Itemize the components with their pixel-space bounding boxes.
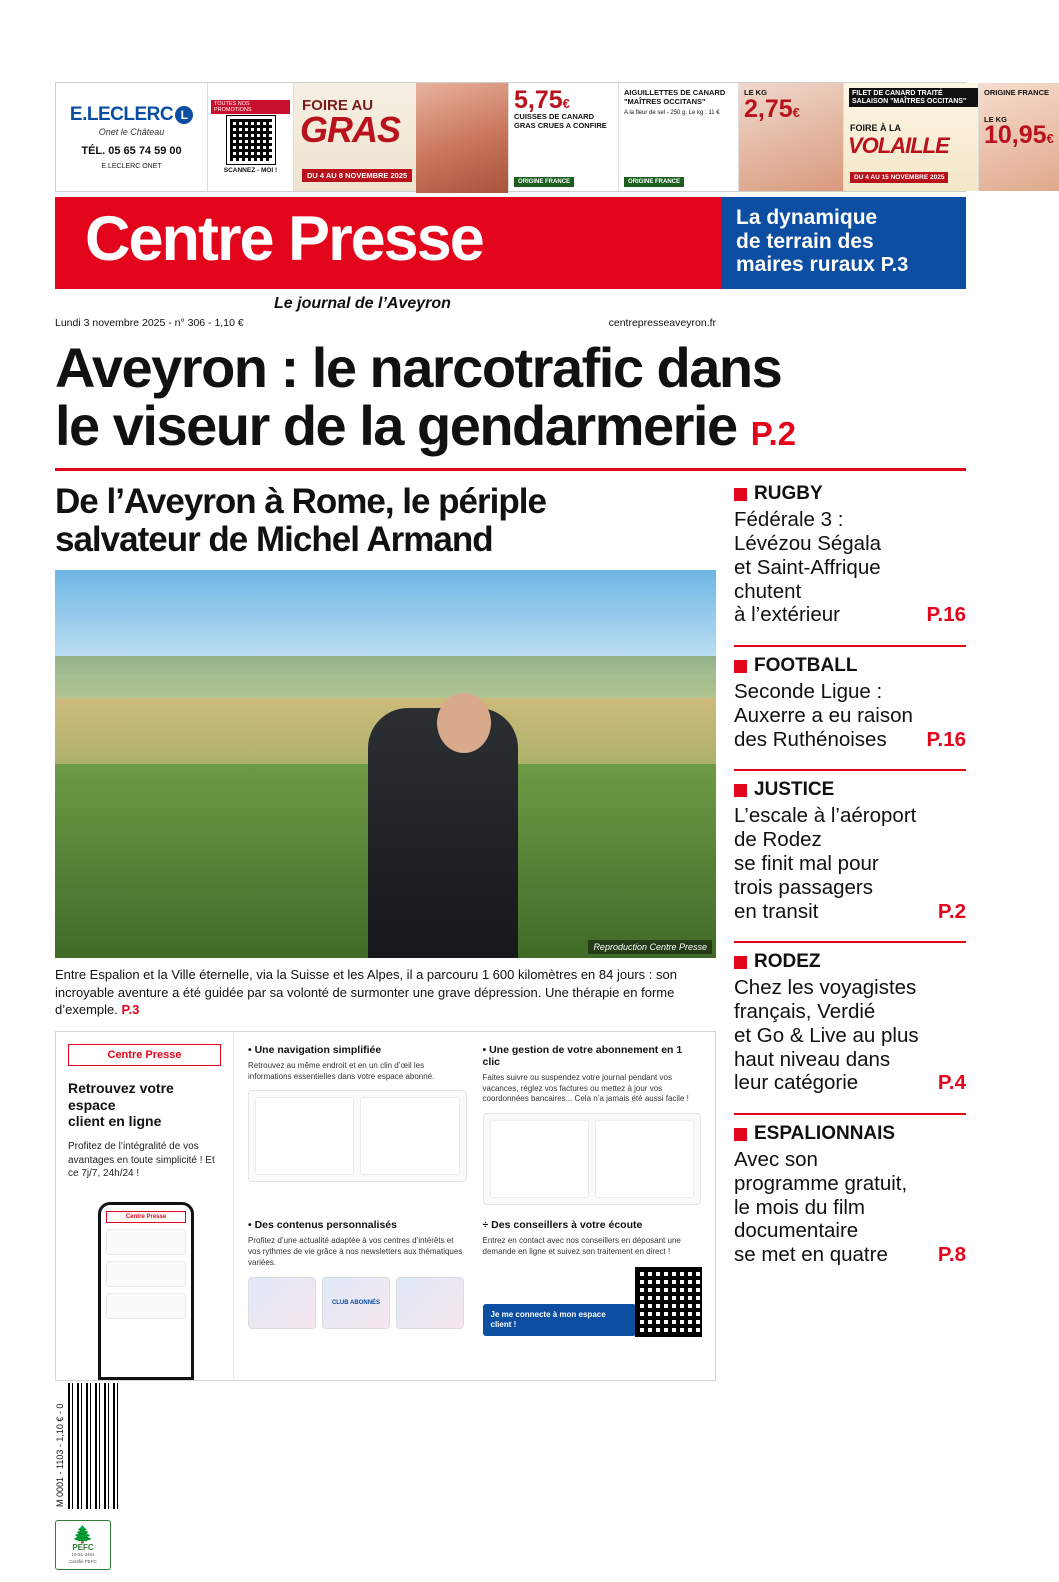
club-card [248,1277,316,1329]
masthead-meta [55,317,966,329]
sidebar-divider [734,769,966,771]
ad-aiguillettes-price-block: LE KG 2,75€ [739,83,844,191]
sidebar-line: et Go & Live au plus [734,1023,919,1047]
sidebar-line: en transit [734,899,819,923]
ad-aiguillettes-origin: ORIGINE FRANCE [624,177,684,187]
club-card-text: CLUB ABONNÉS [331,1299,381,1306]
pefc-sub: Certifié PEFC [69,1559,97,1564]
house-ad-feature-body: Entrez en contact avec nos conseillers en déposant une demande en ligne et suivez son traitement en direct ! [482,1236,681,1257]
square-bullet-icon [734,784,747,797]
ad-facebook: E.LECLERC ONET [101,163,162,170]
sidebar-page-ref: P.16 [926,727,966,751]
sidebar-kicker-label: RUGBY [754,483,823,505]
house-ad-feature [483,1044,702,1205]
house-ad-feature-row-2 [248,1219,701,1336]
house-ad-feature-body: Profitez d’une actualité adaptée à vos centres d’intérêts et vos rythmes de vie grâce à nos newsletters aux thématiques variées. [248,1236,463,1267]
house-ad-club-cards [248,1277,467,1329]
sidebar-line: se finit mal pour [734,852,879,875]
house-ad-title-line-1: Retrouvez votre espace [68,1079,174,1113]
sidebar-line: des Ruthénoises [734,727,887,751]
square-bullet-icon [734,956,747,969]
ad-aiguillettes-title: AIGUILLETTES DE CANARD "MAÎTRES OCCITANS" [624,88,726,106]
ad-aiguillettes-note: A la fleur de sel - 250 g. Le kg : 11 € [624,110,720,117]
ad-phone: TÉL. 05 65 74 59 00 [81,145,182,157]
phone-mockup-row [106,1229,186,1255]
sidebar-line: Auxerre a eu raison [734,703,913,727]
tree-icon: 🌲 [72,1525,94,1544]
house-ad-feature [248,1044,467,1205]
main-headline-line-1: Aveyron : le narcotrafic dans [55,336,782,399]
duck-meat-image [416,83,508,193]
phone-mockup-row [106,1261,186,1287]
newspaper-front-page [0,82,1054,1582]
pefc-logo [55,1520,111,1570]
main-headline-page-ref: P.2 [750,414,796,452]
promo-page-ref: P.3 [880,254,909,277]
newspaper-title: Centre Presse [85,204,483,274]
house-ad-feature-heading: • Une gestion de votre abonnement en 1 clic [482,1043,683,1068]
sidebar-line: le mois du film [734,1195,866,1219]
sidebar-item-justice[interactable] [734,779,966,932]
sidebar-item-espalionnais[interactable] [734,1123,966,1276]
sidebar-kicker [734,1123,966,1145]
promo-line-2: de terrain des [736,229,874,253]
sidebar-kicker [734,655,966,677]
sidebar-kicker [734,779,966,801]
card-column [490,1120,589,1198]
house-ad-feature-heading: • Une navigation simplifiée [248,1043,382,1056]
connect-button[interactable]: Je me connecte à mon espace client ! [483,1304,636,1336]
phone-mockup-row [106,1293,186,1319]
house-ad-title [68,1080,221,1130]
sidebar-line: L’escale à l’aéroport [734,804,917,828]
sidebar-line: documentaire [734,1219,859,1243]
ad-aiguillettes [619,83,739,191]
house-ad-features [234,1032,715,1380]
ad-gras-dates: DU 4 AU 8 NOVEMBRE 2025 [302,169,412,182]
ad-foire-au-gras [294,83,509,191]
house-ad-qr-icon[interactable] [636,1268,701,1336]
photo-credit: Reproduction Centre Presse [588,940,712,954]
website-url[interactable]: centrepresseaveyron.fr [608,317,716,329]
house-ad-logo: Centre Presse [68,1044,221,1066]
house-ad-feature-body: Retrouvez au même endroit et en un clin d’œil les informations essentielles dans votre espace abonné. [248,1060,435,1081]
house-ad-feature-card [248,1090,467,1182]
ad-cuisses-currency: € [562,96,570,111]
barcode-text: M 0001 - 1103 - 1,10 € - 0 [55,1403,65,1507]
masthead [55,197,966,312]
sidebar-line: Fédérale 3 : [734,508,844,532]
sidebar-line: Lévézou Ségala [734,532,882,556]
house-ad-feature-row-1 [248,1044,701,1205]
sidebar-line: haut niveau dans [734,1047,891,1071]
sidebar-text [734,508,966,627]
pefc-title: PEFC [72,1543,94,1552]
photo-caption-text: Entre Espalion et la Ville éternelle, via la Suisse et les Alpes, il a parcouru 1 600 kilomètres en 84 jours : son incroyable aventure a été guidée par sa volonté de surmonter une grave dépression. Une thérapie en forme d’exemple. [55,967,677,1018]
photo-caption-page-ref: P.3 [121,1002,140,1018]
ad-canard-price-block: ORIGINE FRANCE LE KG 10,95€ [979,83,1059,191]
house-ad-text: Profitez de l’intégralité de vos avantages en toute simplicité ! Et ce 7j/7, 24h/24 ! [68,1141,215,1180]
ad-qr-caption: SCANNEZ - MOI ! [223,167,278,174]
ad-foire-volaille [844,83,979,191]
club-card-label [322,1277,390,1329]
ad-canard-origin: ORIGINE FRANCE [984,88,1050,97]
sidebar-kicker-label: FOOTBALL [754,655,858,677]
secondary-headline [55,483,716,558]
photo-caption [55,966,716,1019]
house-ad-left-panel [56,1032,234,1380]
qr-code-icon[interactable] [227,116,275,164]
ad-canard-kilo-label: LE KG [984,114,1007,124]
phone-mockup [98,1202,194,1380]
main-photo [55,570,716,958]
sidebar-page-ref: P.8 [937,1243,966,1267]
house-advertisement[interactable] [55,1031,716,1381]
ad-cuisses-price: 5,75 [514,86,563,114]
ad-cuisses-canard [509,83,619,191]
ad-qr-promo-label: TOUTES NOS PROMOTIONS [211,100,290,114]
ad-advertiser-block [56,83,208,191]
promo-line-3: maires ruraux [736,253,875,277]
ad-volaille-title: VOLAILLE [848,133,949,158]
sidebar-page-ref: P.2 [937,899,966,923]
sidebar-kicker-label: JUSTICE [754,779,835,801]
sidebar-item-rugby[interactable] [734,483,966,636]
sidebar-line: français, Verdié [734,1000,876,1024]
sidebar-line: de Rodez [734,828,822,852]
sidebar-divider [734,941,966,943]
top-advertisement-banner[interactable] [55,82,1054,192]
sidebar-line: à l’extérieur [734,603,840,627]
sidebar-line: Avec son [734,1148,818,1172]
sidebar-text [734,804,966,923]
ad-gras-title: GRAS [300,109,401,150]
leclerc-logo [70,104,193,126]
house-ad-feature-heading: ÷ Des conseillers à votre écoute [482,1219,643,1232]
square-bullet-icon [734,660,747,673]
sidebar-line: se met en quatre [734,1243,888,1267]
square-bullet-icon [734,1128,747,1141]
secondary-headline-line-2: salvateur de Michel Armand [55,519,493,559]
promo-line-1: La dynamique [736,206,878,229]
leclerc-logo-text: E.LECLERC [69,104,174,125]
ad-canard-price: 10,95 [984,121,1047,150]
sidebar-item-football[interactable] [734,655,966,760]
house-ad-feature-body: Faites suivre ou suspendez votre journal pendant vos vacances, réglez vos factures ou mettez à jour vos coordonnées bancaires... Cela n’a jamais été aussi facile ! [482,1072,689,1104]
sidebar [734,483,966,1381]
house-ad-feature-heading: • Des contenus personnalisés [248,1219,397,1232]
house-ad-feature [248,1219,467,1336]
barcode-icon [67,1382,121,1510]
ad-qr-block[interactable] [208,83,294,191]
sidebar-line: trois passagers [734,875,874,899]
ad-cuisses-label: CUISSES DE CANARD GRAS CRUES A CONFIRE [514,112,607,130]
photo-hiker [368,708,518,958]
sidebar-text [734,1148,966,1267]
secondary-headline-line-1: De l’Aveyron à Rome, le périple [55,482,546,522]
sidebar-text [734,976,966,1095]
ad-volaille-kicker: FOIRE À LA [850,123,901,133]
sidebar-page-ref: P.4 [937,1071,966,1095]
masthead-promo-box[interactable] [722,197,966,289]
card-column [255,1097,354,1175]
card-column [595,1120,694,1198]
sidebar-line: Chez les voyagistes [734,976,917,1000]
main-headline [55,336,966,457]
sidebar-text [734,680,966,751]
sidebar-kicker-label: RODEZ [754,951,821,973]
main-story-column [55,483,716,1381]
sidebar-divider [734,645,966,647]
sidebar-kicker [734,483,966,505]
sidebar-line: Seconde Ligue : [734,680,883,704]
sidebar-kicker [734,951,966,973]
issue-date-line: Lundi 3 novembre 2025 - n° 306 - 1,10 € [55,317,244,329]
ad-aiguillettes-price: 2,75 [744,94,793,123]
main-headline-line-2: le viseur de la gendarmerie [55,393,737,457]
card-column [360,1097,459,1175]
pefc-code: 10-31-3481 [71,1552,95,1557]
content-grid [55,483,966,1381]
ad-gras-kicker: FOIRE AU [302,97,374,114]
ad-canard-title: FILET DE CANARD TRAITÉ SALAISON "MAÎTRES OCCITANS" [849,88,978,107]
headline-divider [55,468,966,471]
sidebar-page-ref: P.16 [926,603,966,627]
club-card [396,1277,464,1329]
masthead-logo-area [55,197,722,312]
ad-cuisses-origin: ORIGINE FRANCE [514,177,574,187]
sidebar-line: et Saint-Affrique [734,555,881,579]
phone-mockup-logo: Centre Presse [106,1211,186,1223]
footer-identifiers [55,1382,121,1570]
sidebar-divider [734,1113,966,1115]
house-ad-title-line-2: client en ligne [68,1113,162,1130]
ad-advertiser-sub: Onet le Château [98,127,165,137]
sidebar-line: leur catégorie [734,1071,859,1095]
sidebar-item-rodez[interactable] [734,951,966,1104]
leclerc-badge-icon: L [175,106,193,124]
sidebar-line: chutent [734,579,802,603]
newspaper-subtitle: Le journal de l’Aveyron [274,295,451,312]
square-bullet-icon [734,488,747,501]
house-ad-feature [483,1219,702,1336]
sidebar-kicker-label: ESPALIONNAIS [754,1123,896,1145]
ad-aiguillettes-kilo-label: LE KG [744,88,767,97]
sidebar-line: programme gratuit, [734,1171,908,1195]
ad-volaille-dates: DU 4 AU 15 NOVEMBRE 2025 [850,172,948,183]
house-ad-feature-card [483,1113,702,1205]
